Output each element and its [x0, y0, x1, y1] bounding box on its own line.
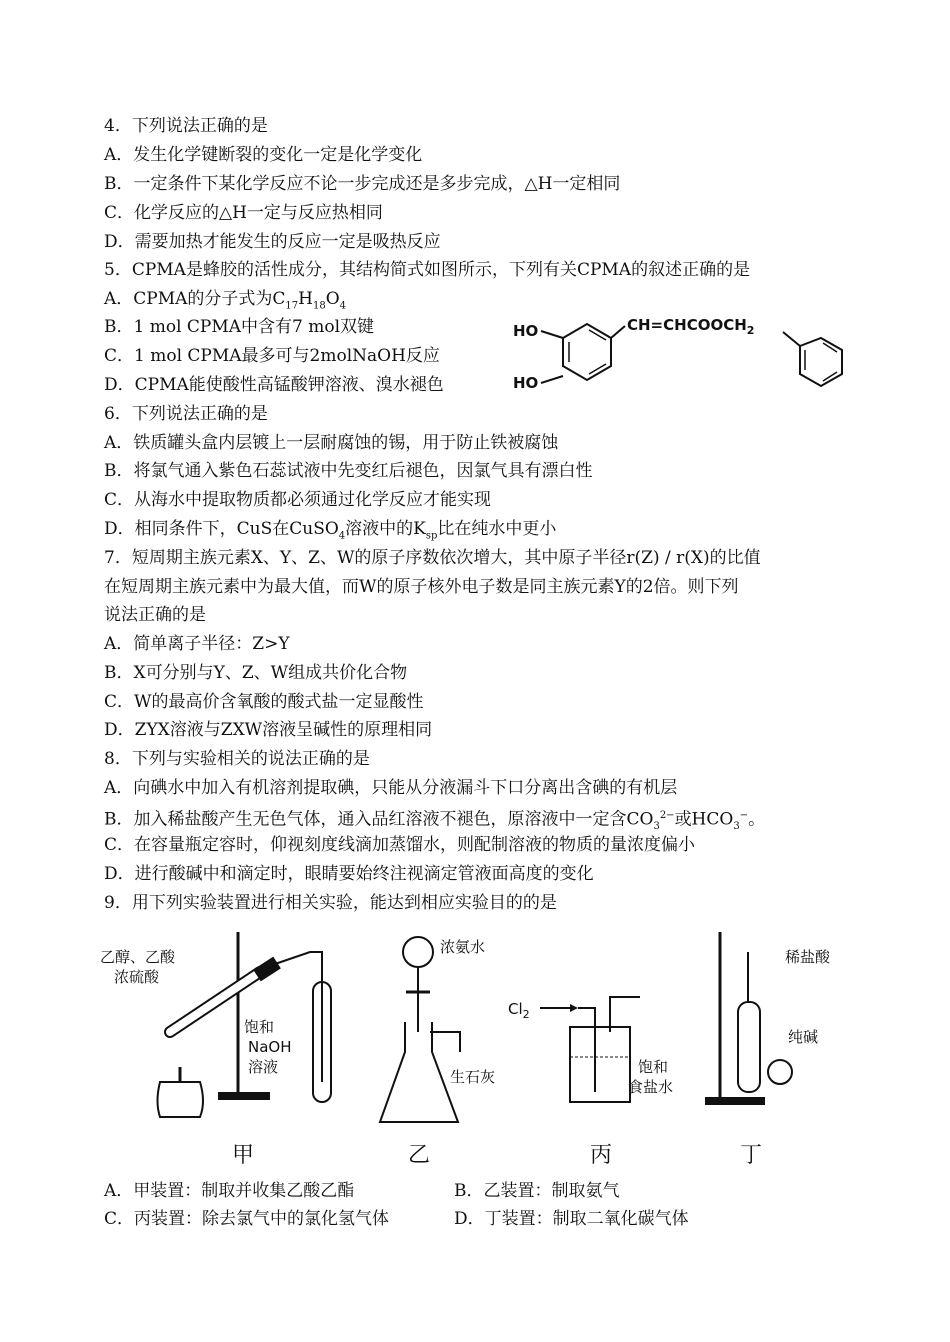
q8-option-b: B．加入稀盐酸产生无色气体，通入品红溶液不褪色，原溶液中一定含$CO_3^{2-}$或$HCO_3^-$。 [104, 809, 766, 833]
q5-option-a: A．CPMA的分子式为$C_{17}H_{18}O_4$ [104, 289, 347, 312]
gas-washing-bottle [570, 1027, 630, 1102]
q8-option-d: D．进行酸碱中和滴定时，眼睛要始终注视滴定管液面高度的变化 [104, 864, 594, 884]
q4-option-b: B．一定条件下某化学反应不论一步完成还是多步完成，△H一定相同 [104, 174, 621, 194]
bond-ho-bottom [541, 376, 563, 383]
q7-stem-line2: 在短周期主族元素中为最大值，而W的原子核外电子数是同主族元素Y的2倍。则下列 [104, 577, 739, 597]
q9-options-row2 [104, 1209, 689, 1229]
q4-option-c: C．化学反应的△H一定与反应热相同 [104, 203, 383, 223]
inlet-tube [578, 1008, 595, 1092]
q9-option-d: D．丁装置：制取二氧化碳气体 [454, 1209, 689, 1229]
apparatus-bing [508, 997, 673, 1168]
side-chain-label: $CH=CHCOOCH_2$ [627, 316, 755, 337]
q4-option-a: A．发生化学键断裂的变化一定是化学变化 [104, 145, 423, 165]
ding-stand-base [705, 1097, 765, 1105]
bing-label-saturated: 饱和 [638, 1058, 669, 1076]
q7-option-c: C．W的最高价含氧酸的酸式盐一定显酸性 [104, 692, 424, 712]
jia-label-naoh: NaOH [248, 1038, 292, 1056]
q4-option-d: D．需要加热才能发生的反应一定是吸热反应 [104, 232, 441, 252]
jia-label-saturated: 饱和 [244, 1018, 275, 1036]
delivery-tube [275, 952, 322, 1082]
ring-double-bond [589, 330, 606, 340]
caption-ding: 丁 [740, 1143, 763, 1168]
hydroxyl-label-bottom: HO [513, 374, 539, 392]
q7-stem-line1: 7．短周期主族元素X、Y、Z、W的原子序数依次增大，其中原子半径r(Z) / r(X)的比值 [104, 548, 761, 568]
yi-label-ammonia: 浓氨水 [440, 938, 486, 956]
benzene-ring [800, 338, 842, 386]
q6-stem: 6．下列说法正确的是 [104, 404, 268, 424]
jia-label-reagents: 乙醇、乙酸 [100, 948, 176, 966]
q9-options-row1 [104, 1181, 620, 1201]
separatory-funnel [403, 937, 433, 967]
q6-option-c: C．从海水中提取物质都必须通过化学反应才能实现 [104, 490, 492, 510]
caption-yi: 乙 [408, 1143, 431, 1168]
q9-option-a: A．甲装置：制取并收集乙酸乙酯 [104, 1181, 355, 1201]
bond-chain [611, 326, 625, 338]
q6-option-b: B．将氯气通入紫色石蕊试液中先变红后褪色，因氯气具有漂白性 [104, 461, 593, 481]
conical-flask [380, 1022, 458, 1122]
ding-test-tube [738, 1002, 760, 1092]
bing-label-chlorine: $Cl_2$ [508, 1000, 530, 1021]
q9-option-b: B．乙装置：制取氨气 [454, 1181, 620, 1201]
q7-option-a: A．简单离子半径：Z>Y [104, 634, 290, 654]
q6-option-d: D．相同条件下，CuS在CuSO$_4$溶液中的$K_{sp}$比在纯水中更小 [104, 519, 557, 542]
ding-label-soda: 纯碱 [788, 1028, 819, 1046]
yi-label-quicklime: 生石灰 [450, 1068, 496, 1086]
apparatus-yi [380, 937, 495, 1168]
ding-label-hcl: 稀盐酸 [785, 948, 831, 966]
ring-double-bond [589, 364, 606, 374]
bond-benzyl [783, 332, 800, 346]
jia-label-acid: 浓硫酸 [114, 968, 160, 986]
alcohol-lamp [158, 1082, 204, 1117]
q7-option-d: D．ZYX溶液与ZXW溶液呈碱性的原理相同 [104, 720, 433, 740]
q5-option-b: B．1 mol CPMA中含有7 mol双键 [104, 317, 375, 337]
q7-stem-line3: 说法正确的是 [104, 605, 206, 625]
q8-option-a: A．向碘水中加入有机溶剂提取碘，只能从分液漏斗下口分离出含碘的有机层 [104, 778, 678, 798]
porous-plate [768, 1060, 792, 1084]
hydroxyl-label-top: HO [513, 322, 539, 340]
iron-stand-base [218, 1092, 270, 1100]
apparatus-ding [705, 932, 831, 1168]
caption-bing: 丙 [590, 1143, 613, 1168]
catechol-ring [563, 324, 611, 380]
bing-label-brine: 食盐水 [628, 1078, 674, 1096]
q6-option-a: A．铁质罐头盒内层镀上一层耐腐蚀的锡，用于防止铁被腐蚀 [104, 433, 559, 453]
apparatus-jia [100, 932, 331, 1168]
q5-option-d: D．CPMA能使酸性高锰酸钾溶液、溴水褪色 [104, 375, 444, 395]
q4-stem: 4．下列说法正确的是 [104, 116, 268, 136]
q8-option-c: C．在容量瓶定容时，仰视刻度线滴加蒸馏水，则配制溶液的物质的量浓度偏小 [104, 835, 696, 855]
q9-option-c: C．丙装置：除去氯气中的氯化氢气体 [104, 1209, 390, 1229]
jia-label-solution: 溶液 [248, 1058, 279, 1076]
ring-double-bond [823, 372, 837, 381]
bond-ho-top [541, 331, 563, 338]
caption-jia: 甲 [232, 1143, 255, 1168]
q7-option-b: B．X可分别与Y、Z、W组成共价化合物 [104, 663, 408, 683]
gas-outlet-tube [430, 1032, 460, 1052]
q9-stem: 9．用下列实验装置进行相关实验，能达到相应实验目的的是 [104, 893, 557, 913]
q8-stem: 8．下列与实验相关的说法正确的是 [104, 749, 370, 769]
cpma-structure-diagram [505, 310, 850, 400]
lab-apparatus-figure [100, 922, 860, 1177]
q5-stem: 5．CPMA是蜂胶的活性成分，其结构简式如图所示，下列有关CPMA的叙述正确的是 [104, 260, 751, 280]
q5-option-c: C．1 mol CPMA最多可与2molNaOH反应 [104, 346, 440, 366]
ring-double-bond [823, 343, 837, 352]
